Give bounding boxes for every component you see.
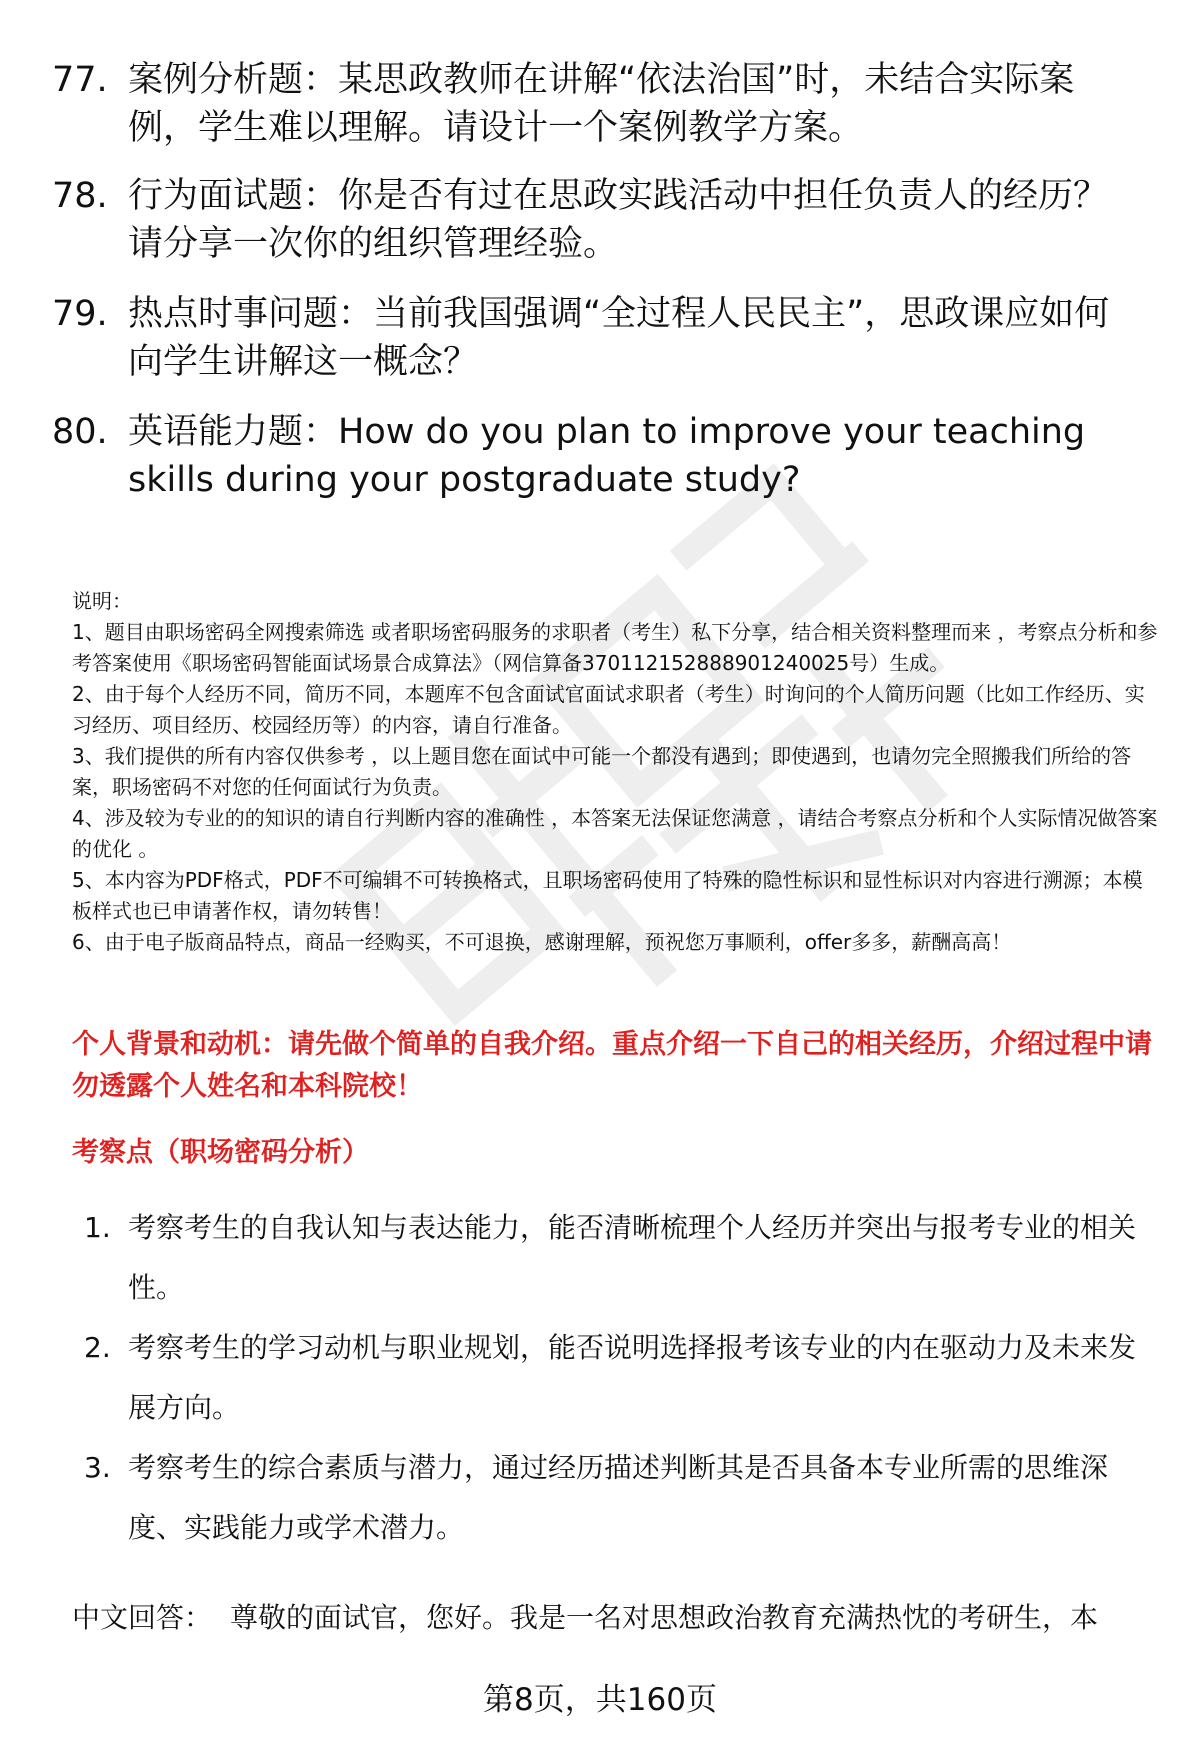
question-text: 案例分析题：某思政教师在讲解“依法治国”时，未结合实际案例，学生难以理解。请设计一个案例教学方案。: [128, 60, 1075, 148]
notes-section: [72, 586, 1162, 958]
point-text: 考察考生的自我认知与表达能力，能否清晰梳理个人经历并突出与报考专业的相关性。: [128, 1211, 1137, 1304]
notes-title: 说明：: [72, 589, 132, 613]
point-number: 3.: [84, 1451, 111, 1484]
answer-text: 尊敬的面试官，您好。我是一名对思想政治教育充满热忱的考研生，本: [230, 1601, 1099, 1634]
note-item: 5、本内容为PDF格式，PDF不可编辑不可转换格式，且职场密码使用了特殊的隐性标识和显性标识对内容进行溯源；本模板样式也已申请著作权，请勿转售！: [72, 868, 1143, 923]
note-item: 3、我们提供的所有内容仅供参考 ，以上题目您在面试中可能一个都没有遇到；即使遇到，也请勿完全照搬我们所给的答案，职场密码不对您的任何面试行为负责。: [72, 744, 1132, 799]
point-text: 考察考生的学习动机与职业规划，能否说明选择报考该专业的内在驱动力及未来发展方向。: [128, 1331, 1137, 1424]
analysis-point: [72, 1438, 1162, 1558]
answer-label: 中文回答：: [72, 1601, 213, 1634]
analysis-point: [72, 1198, 1162, 1318]
note-item: 4、涉及较为专业的的知识的请自行判断内容的准确性 ，本答案无法保证您满意 ，请结合考察点分析和个人实际情况做答案的优化 。: [72, 806, 1158, 861]
note-item: 6、由于电子版商品特点，商品一经购买，不可退换，感谢理解，预祝您万事顺利，offer多多，薪酬高高！: [72, 930, 1012, 954]
answer-block: [72, 1598, 1172, 1638]
question-number: 78.: [52, 176, 108, 216]
point-text: 考察考生的综合素质与潜力，通过经历描述判断其是否具备本专业所需的思维深度、实践能力或学术潜力。: [128, 1451, 1109, 1544]
point-number: 1.: [84, 1211, 111, 1244]
analysis-heading: 考察点（职场密码分析）: [72, 1137, 369, 1168]
question-text: 热点时事问题：当前我国强调“全过程人民民主”，思政课应如何向学生讲解这一概念？: [128, 294, 1110, 382]
question-text: 行为面试题：你是否有过在思政实践活动中担任负责人的经历？请分享一次你的组织管理经验。: [128, 176, 1109, 264]
question-number: 77.: [52, 60, 108, 100]
question-number: 79.: [52, 294, 108, 334]
point-number: 2.: [84, 1331, 111, 1364]
question-text: 英语能力题：How do you plan to improve your teaching skills during your postgraduate study?: [128, 412, 1086, 500]
analysis-points: [72, 1198, 1162, 1558]
analysis-point: [72, 1318, 1162, 1438]
note-item: 1、题目由职场密码全网搜索筛选 或者职场密码服务的求职者（考生）私下分享，结合相关资料整理而来 ，考察点分析和参考答案使用《职场密码智能面试场景合成算法》（网信算备370112152888901240025号）生成。: [72, 620, 1158, 675]
question-number: 80.: [52, 412, 108, 452]
page-footer: 第8页，共160页: [483, 1682, 717, 1718]
note-item: 2、由于每个人经历不同，简历不同，本题库不包含面试官面试求职者（考生）时询问的个人简历问题（比如工作经历、实习经历、项目经历、校园经历等）的内容，请自行准备。: [72, 682, 1145, 737]
section-heading: 个人背景和动机：请先做个简单的自我介绍。重点介绍一下自己的相关经历，介绍过程中请勿透露个人姓名和本科院校！: [72, 1029, 1152, 1102]
